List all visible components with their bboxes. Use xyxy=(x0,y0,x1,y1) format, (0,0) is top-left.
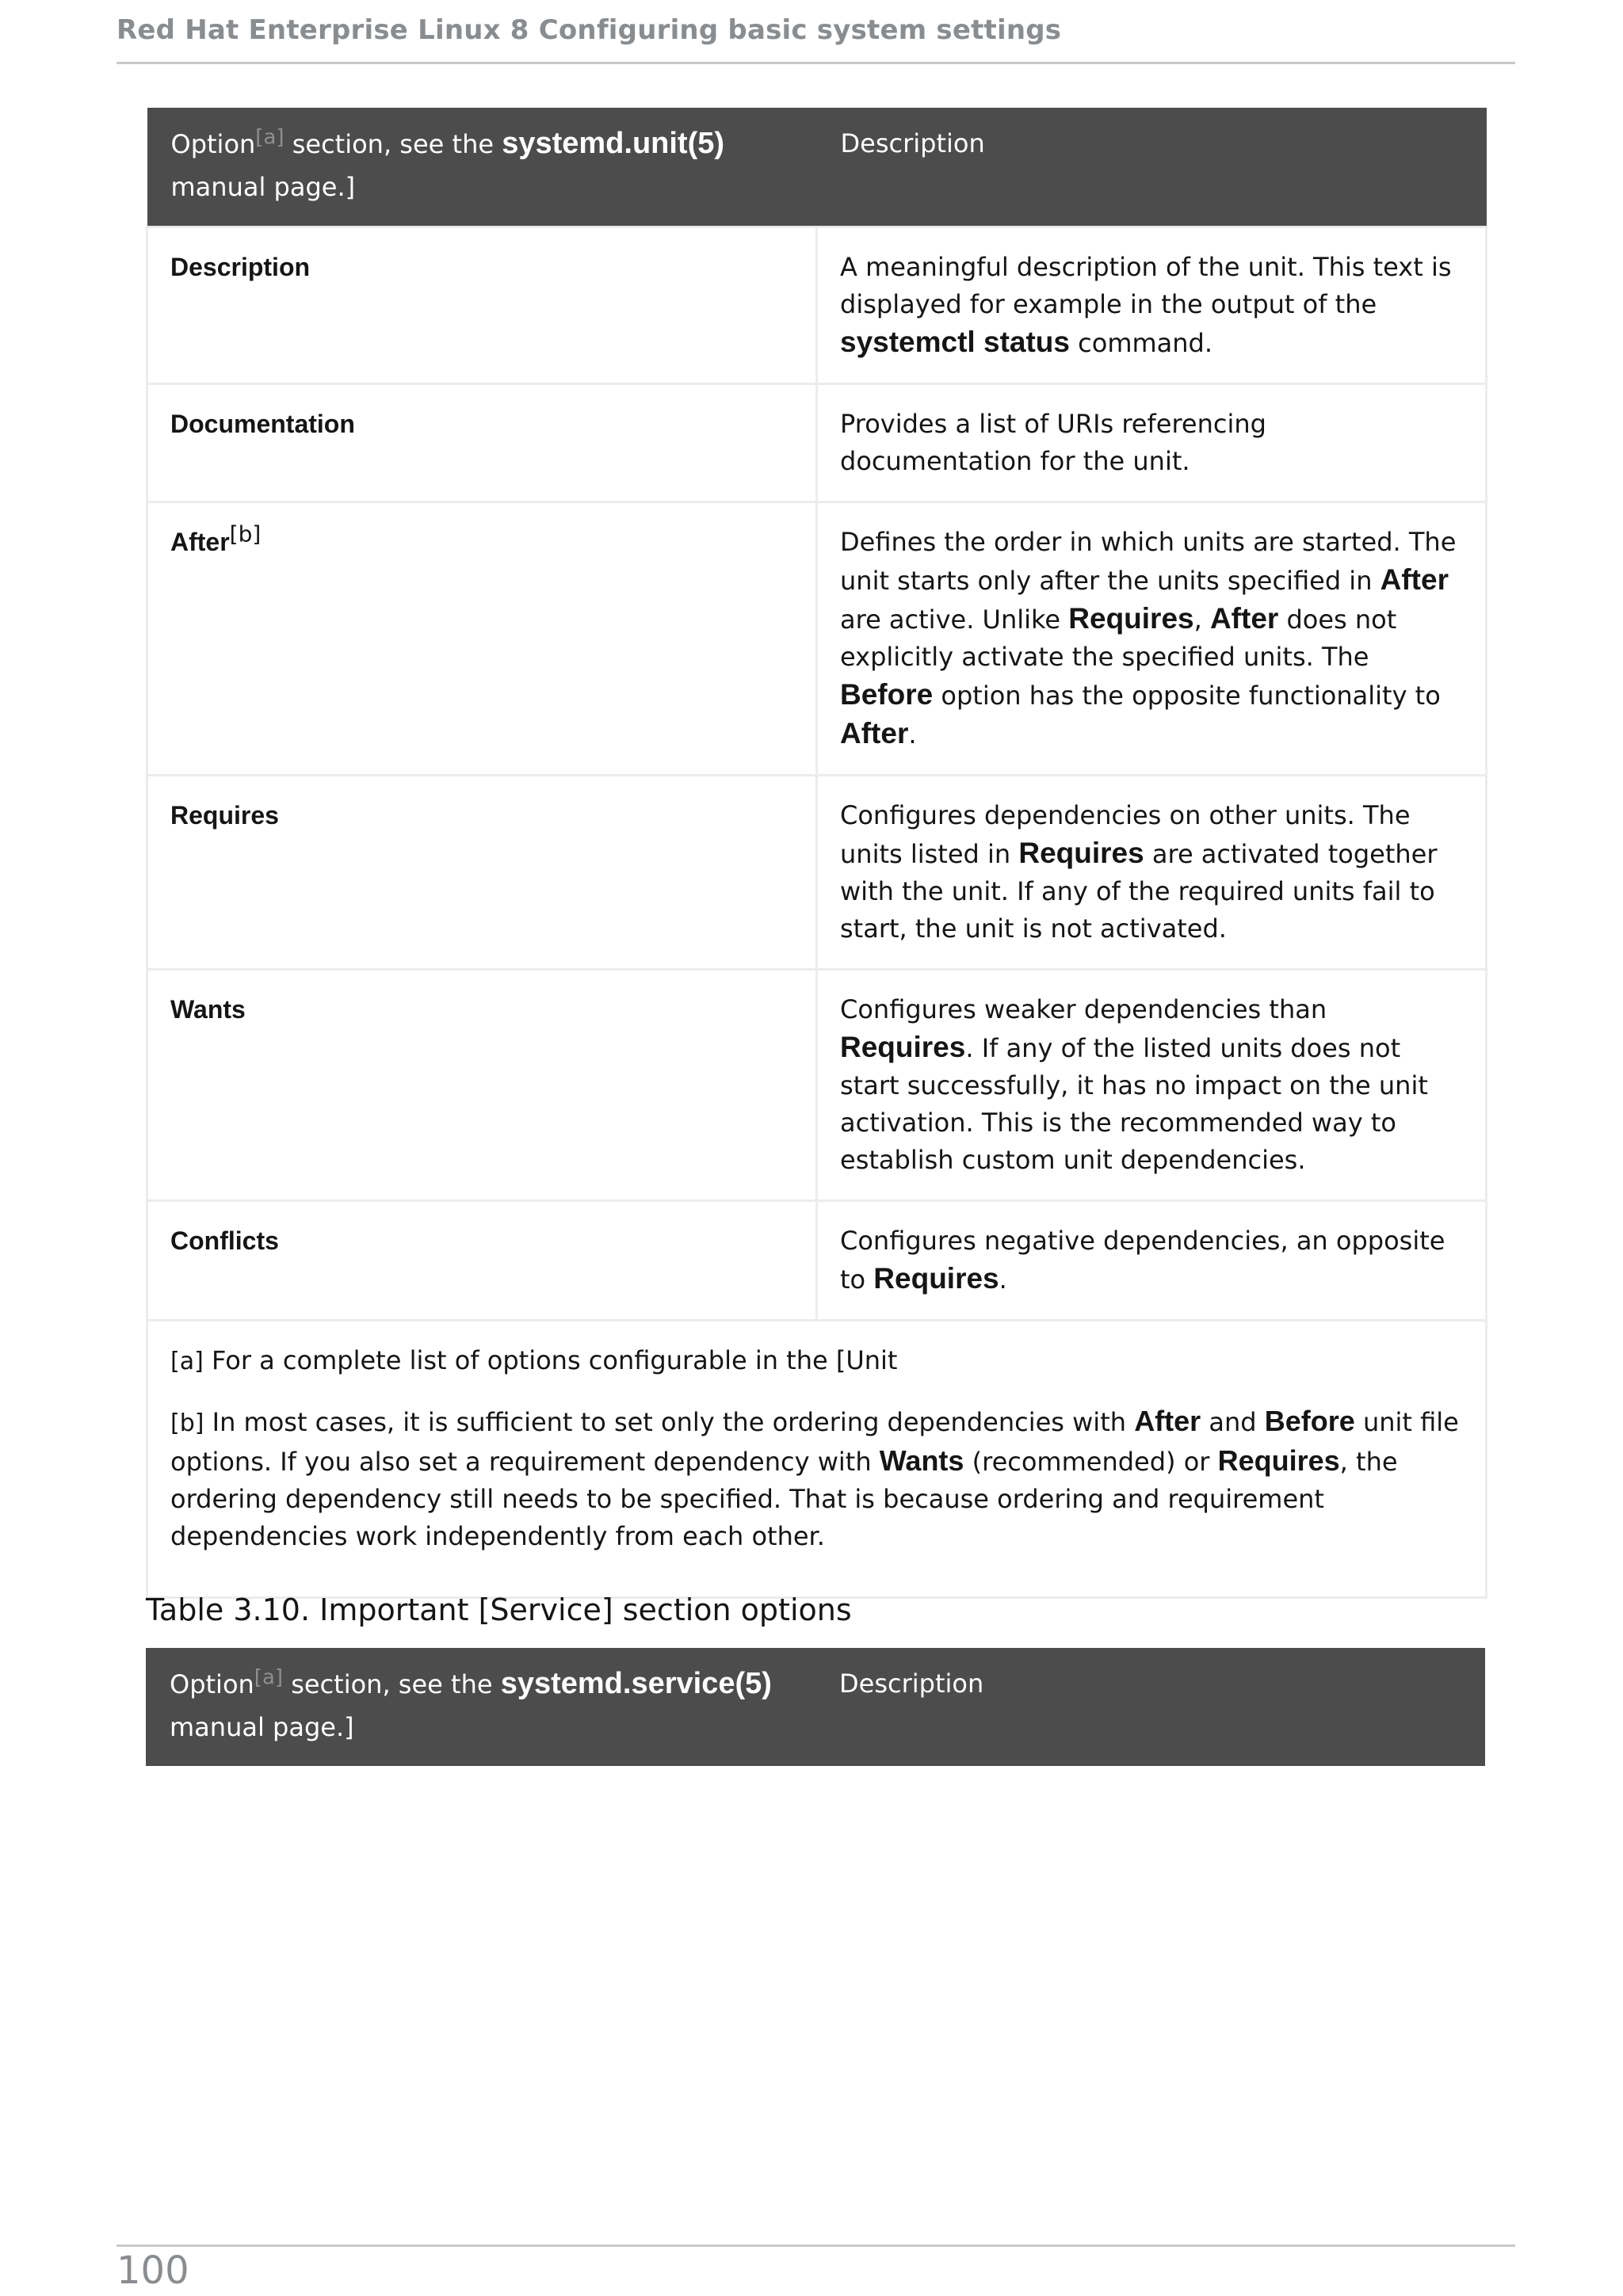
description-cell: A meaningful description of the unit. This text is displayed for example in the output of the systemctl status command. xyxy=(817,227,1487,384)
header-rule xyxy=(116,62,1515,64)
footnote-b: [b] In most cases, it is sufficient to set only the ordering dependencies with After and Before unit file options. If you also set a requirement dependency with Wants (recommended) or Requires, the ordering dependency still needs to be specified. That is because ordering and requirement dependencies work independently from each other. xyxy=(170,1405,1459,1551)
service-options-table xyxy=(146,1648,1485,1766)
option-cell: Requires xyxy=(147,776,817,970)
header-option: Option[a] section, see the systemd.unit(5) manual page.] xyxy=(147,108,817,227)
footnote-link-a[interactable]: [a] xyxy=(255,125,285,150)
option-cell: Description xyxy=(147,227,817,384)
table-row xyxy=(147,384,1487,502)
description-cell: Provides a list of URIs referencing documentation for the unit. xyxy=(817,384,1487,502)
running-head: Red Hat Enterprise Linux 8 Configuring basic system settings xyxy=(116,14,1062,46)
description-cell: Configures negative dependencies, an opposite to Requires. xyxy=(817,1201,1487,1321)
description-cell: Configures weaker dependencies than Requires. If any of the listed units does not start successfully, it has no impact on the unit activation. This is the recommended way to establish custom unit dependencies. xyxy=(817,970,1487,1201)
table-row xyxy=(147,502,1487,776)
option-cell: Documentation xyxy=(147,384,817,502)
description-cell: Defines the order in which units are started. The unit starts only after the units specified in After are active. Unlike Requires, After does not explicitly activate the specified units. The Before option has the opposite functionality to After. xyxy=(817,502,1487,776)
page-number: 100 xyxy=(116,2248,189,2293)
footnote-link-b[interactable]: [b] xyxy=(229,521,262,547)
man-page-ref: systemd.service(5) xyxy=(500,1667,772,1700)
description-cell: Configures dependencies on other units. The units listed in Requires are activated together with the unit. If any of the required units fail to start, the unit is not activated. xyxy=(817,776,1487,970)
table-title: Table 3.10. Important [Service] section options xyxy=(146,1592,852,1627)
footnote-link-a[interactable]: [a] xyxy=(254,1665,284,1690)
header-description: Description xyxy=(815,1648,1485,1766)
table-row xyxy=(147,776,1487,970)
man-page-ref: systemd.unit(5) xyxy=(502,127,725,160)
table-row xyxy=(147,227,1487,384)
option-cell: Conflicts xyxy=(147,1201,817,1321)
header-option: Option[a] section, see the systemd.service(5) manual page.] xyxy=(146,1648,815,1766)
header-description: Description xyxy=(817,108,1487,227)
table-row xyxy=(147,970,1487,1201)
table-header-row xyxy=(147,108,1487,227)
footer-rule xyxy=(116,2245,1515,2247)
table-footnotes xyxy=(147,1321,1487,1598)
option-cell: Wants xyxy=(147,970,817,1201)
footnotes-cell xyxy=(147,1321,1487,1598)
footnote-mark-a[interactable]: [a] xyxy=(170,1348,204,1375)
footnote-a: [a] For a complete list of options configurable in the [Unit xyxy=(170,1345,898,1375)
footnote-mark-b[interactable]: [b] xyxy=(170,1409,204,1437)
option-cell: After[b] xyxy=(147,502,817,776)
table-header-row xyxy=(146,1648,1485,1766)
table-row xyxy=(147,1201,1487,1321)
unit-options-table xyxy=(146,108,1487,1599)
